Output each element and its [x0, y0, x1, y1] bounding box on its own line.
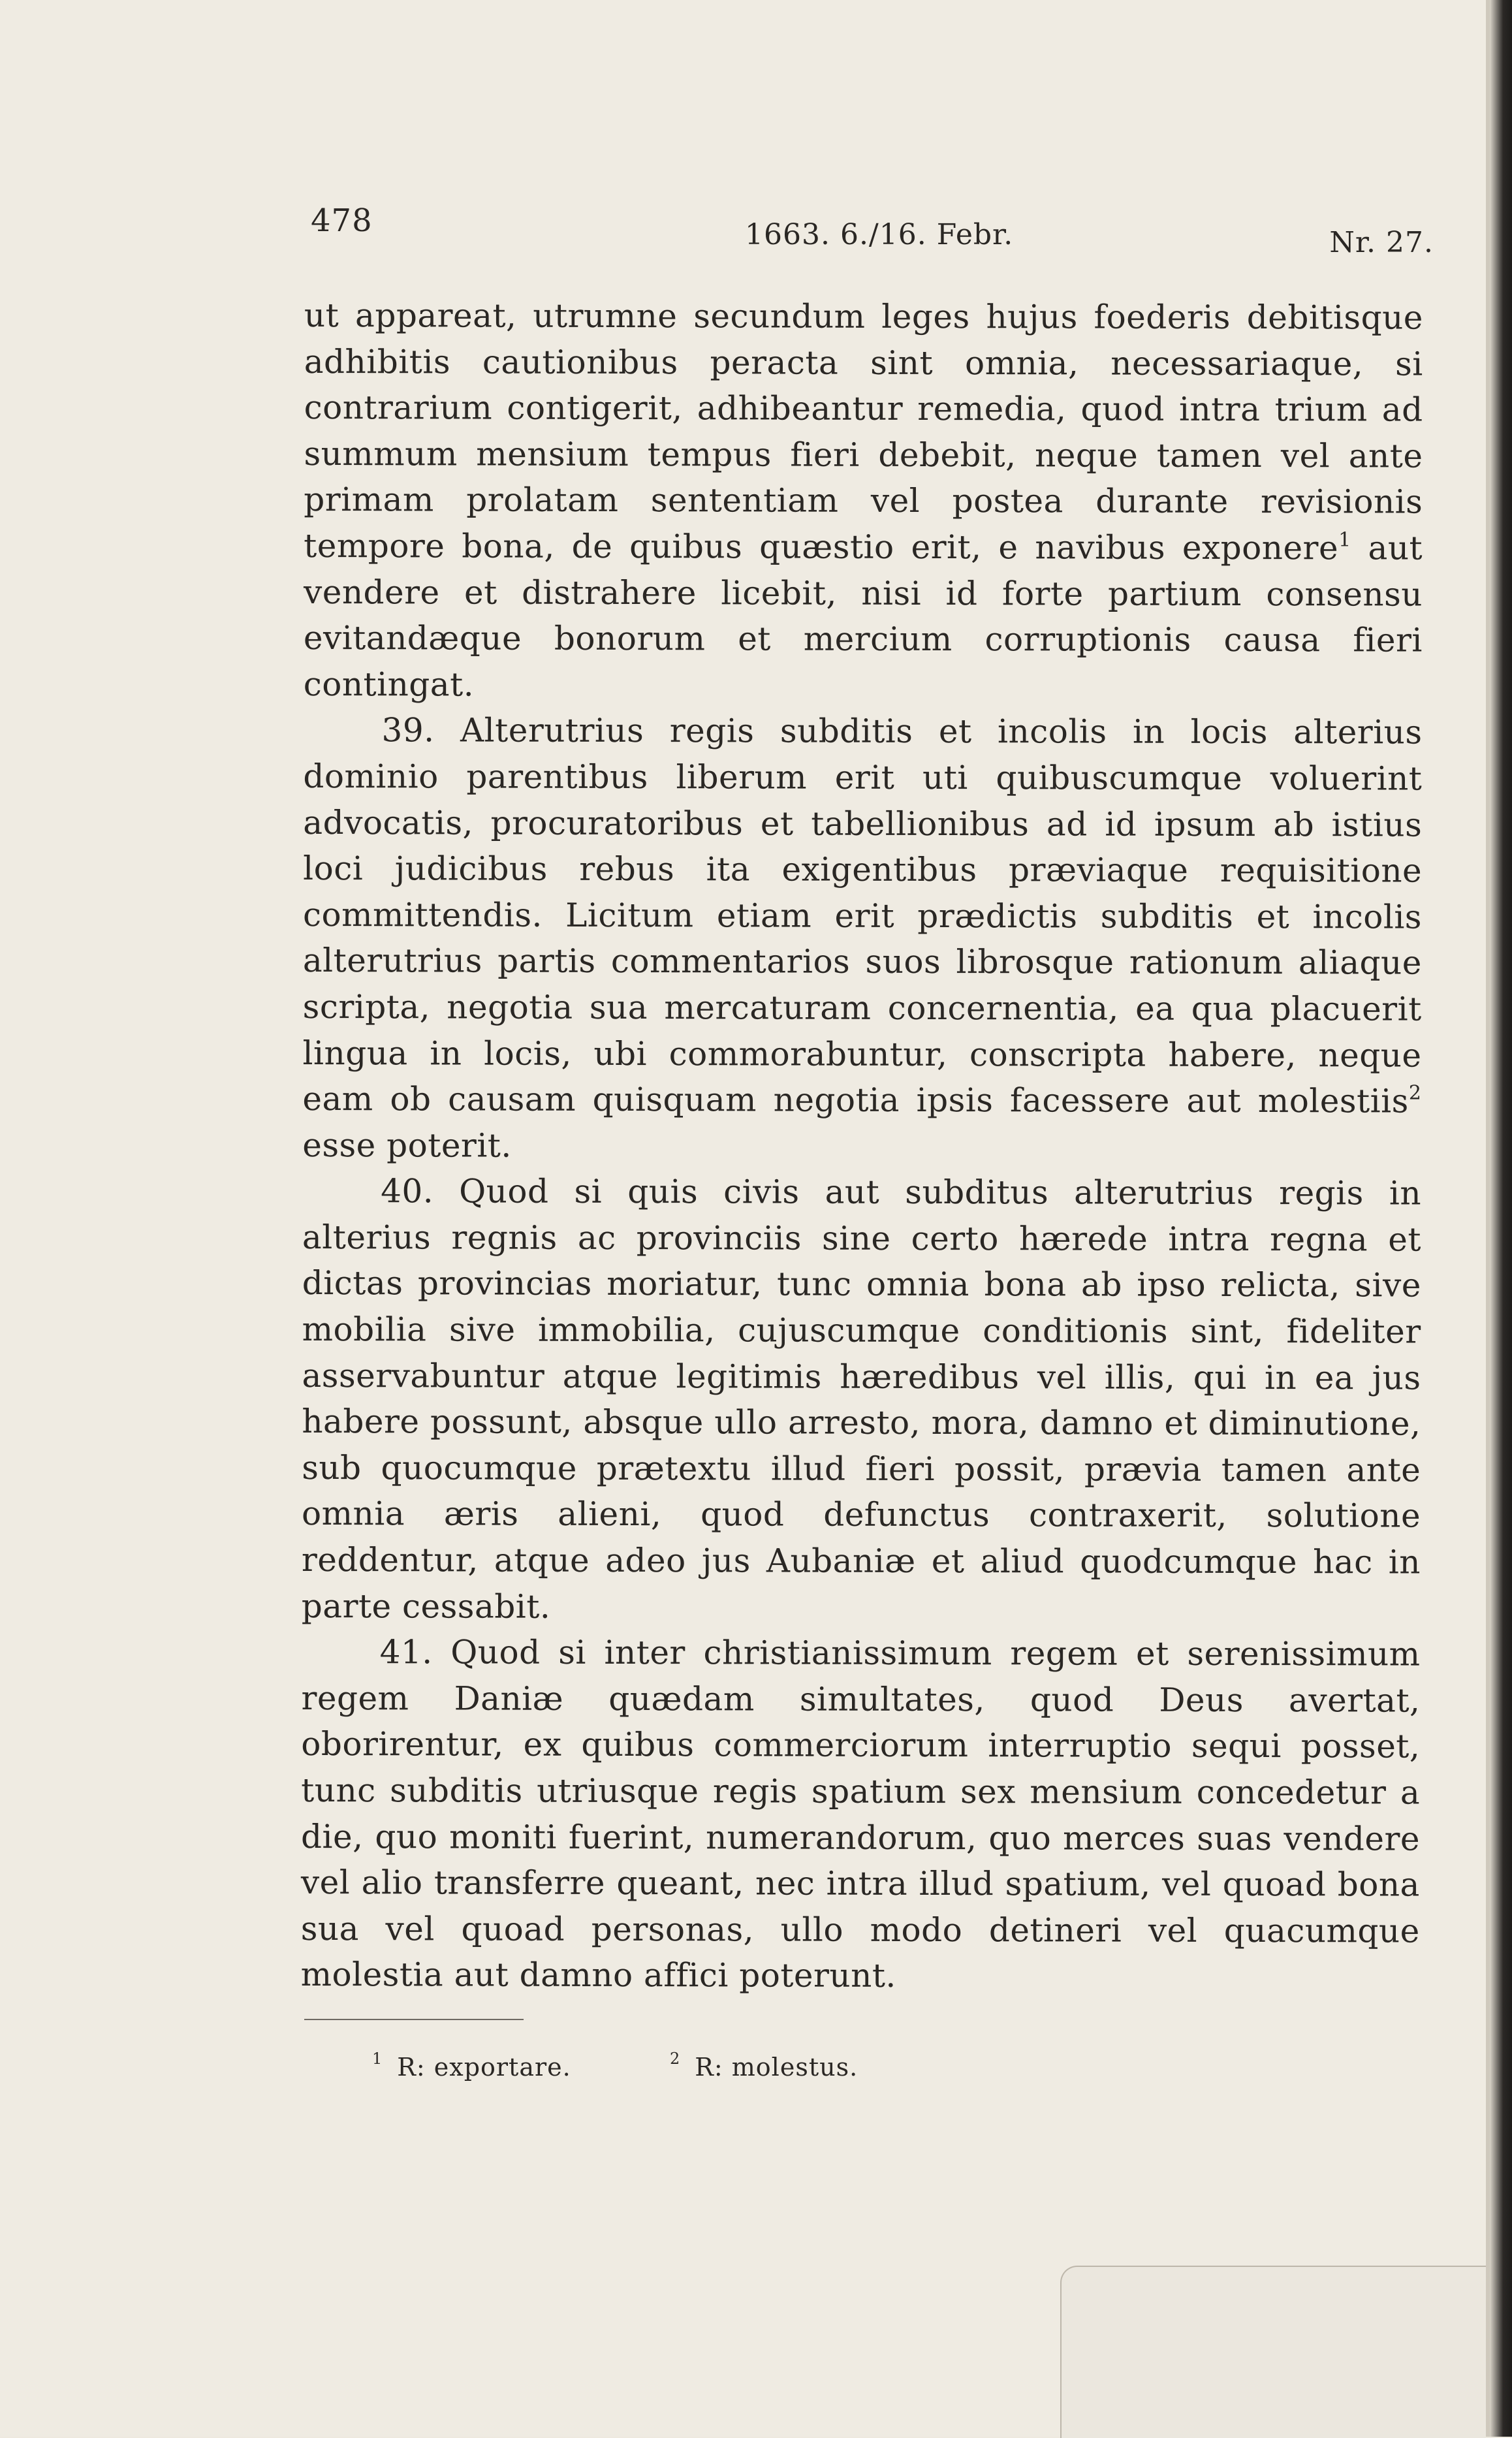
footnote-mark: 2 [670, 2050, 681, 2068]
main-text [301, 293, 1423, 2001]
footnote-divider [304, 2019, 524, 2020]
footnote-mark: 1 [372, 2050, 383, 2068]
page-corner-fold [1060, 2266, 1486, 2438]
paragraph-40: 40. Quod si quis civis aut subditus alterutrius regis in alterius regnis ac provinciis sine certo hærede intra regna et dictas provincias moriatur, tunc omnia bona ab ipso relicta, sive mobilia sive immobilia, cujuscumque conditionis sint, fideliter asservabuntur atque legitimis hæredibus vel illis, qui in ea jus habere possunt, absque ullo arresto, mora, damno et diminutione, sub quocumque prætextu illud fieri possit, prævia tamen ante omnia æris alieni, quod defunctus contraxerit, solutione reddentur, atque adeo jus Aubaniæ et aliud quodcumque hac in parte cessabit. [301, 1172, 1422, 1626]
footnote-2 [670, 2050, 858, 2082]
footnote-1 [372, 2050, 571, 2082]
footnote-text: R: molestus. [695, 2053, 858, 2082]
footnote-ref-1: 1 [1338, 528, 1351, 552]
paragraph-41: 41. Quod si inter christianissimum regem et serenissimum regem Daniæ quædam simultates, quod Deus avertat, oborirentur, ex quibus commerciorum interruptio sequi posset, tunc subditis utriusque regis spatium sex mensium concedetur a die, quo moniti fuerint, numerandorum, quo merces suas vendere vel alio transferre queant, nec intra illud spatium, vel quoad bona sua vel quoad personas, ullo modo detineri vel quacumque molestia aut damno affici poterunt. [300, 1633, 1421, 1995]
page-number: 478 [311, 202, 373, 239]
paragraph-text: 39. Alterutrius regis subditis et incolis in locis alterius dominio parentibus liberum erit uti quibuscumque voluerint advocatis, procuratoribus et tabellionibus ad id ipsum ab istius loci judicibus rebus ita exigentibus præviaque requisitione committendis. Licitum etiam erit prædictis subditis et incolis alterutrius partis commentarios suos librosque rationum aliaque scripta, negotia sua mercaturam concernentia, ea qua placuerit lingua in locis, ubi commorabuntur, conscripta habere, neque eam ob causam quisquam negotia ipsis facessere aut molestiis [302, 711, 1423, 1120]
paragraph-text: ut appareat, utrumne secundum leges hujus foederis debitisque adhibitis cautionibus peracta sint omnia, necessariaque, si contrarium contigerit, adhibeantur remedia, quod intra trium ad summum mensium tempus fieri debebit, neque tamen vel ante primam prolatam sententiam vel postea durante revisionis tempore bona, de quibus quæstio erit, e navibus exponere [304, 296, 1423, 567]
document-number: Nr. 27. [1329, 226, 1434, 259]
page-edge-shadow [1490, 0, 1512, 2437]
footnote-ref-2: 2 [1408, 1081, 1422, 1105]
footnote-text: R: exportare. [397, 2053, 571, 2082]
paragraph-continuation [304, 293, 1423, 710]
paragraph-text-end: aut vendere et distrahere licebit, nisi id forte partium consensu evitandæque bonorum et mercium corruptionis causa fieri contingat. [303, 529, 1423, 704]
running-header [311, 196, 1434, 259]
header-date: 1663. 6./16. Febr. [745, 218, 1014, 251]
paragraph-text-end: esse poterit. [302, 1126, 512, 1165]
paragraph-39 [302, 707, 1422, 1171]
